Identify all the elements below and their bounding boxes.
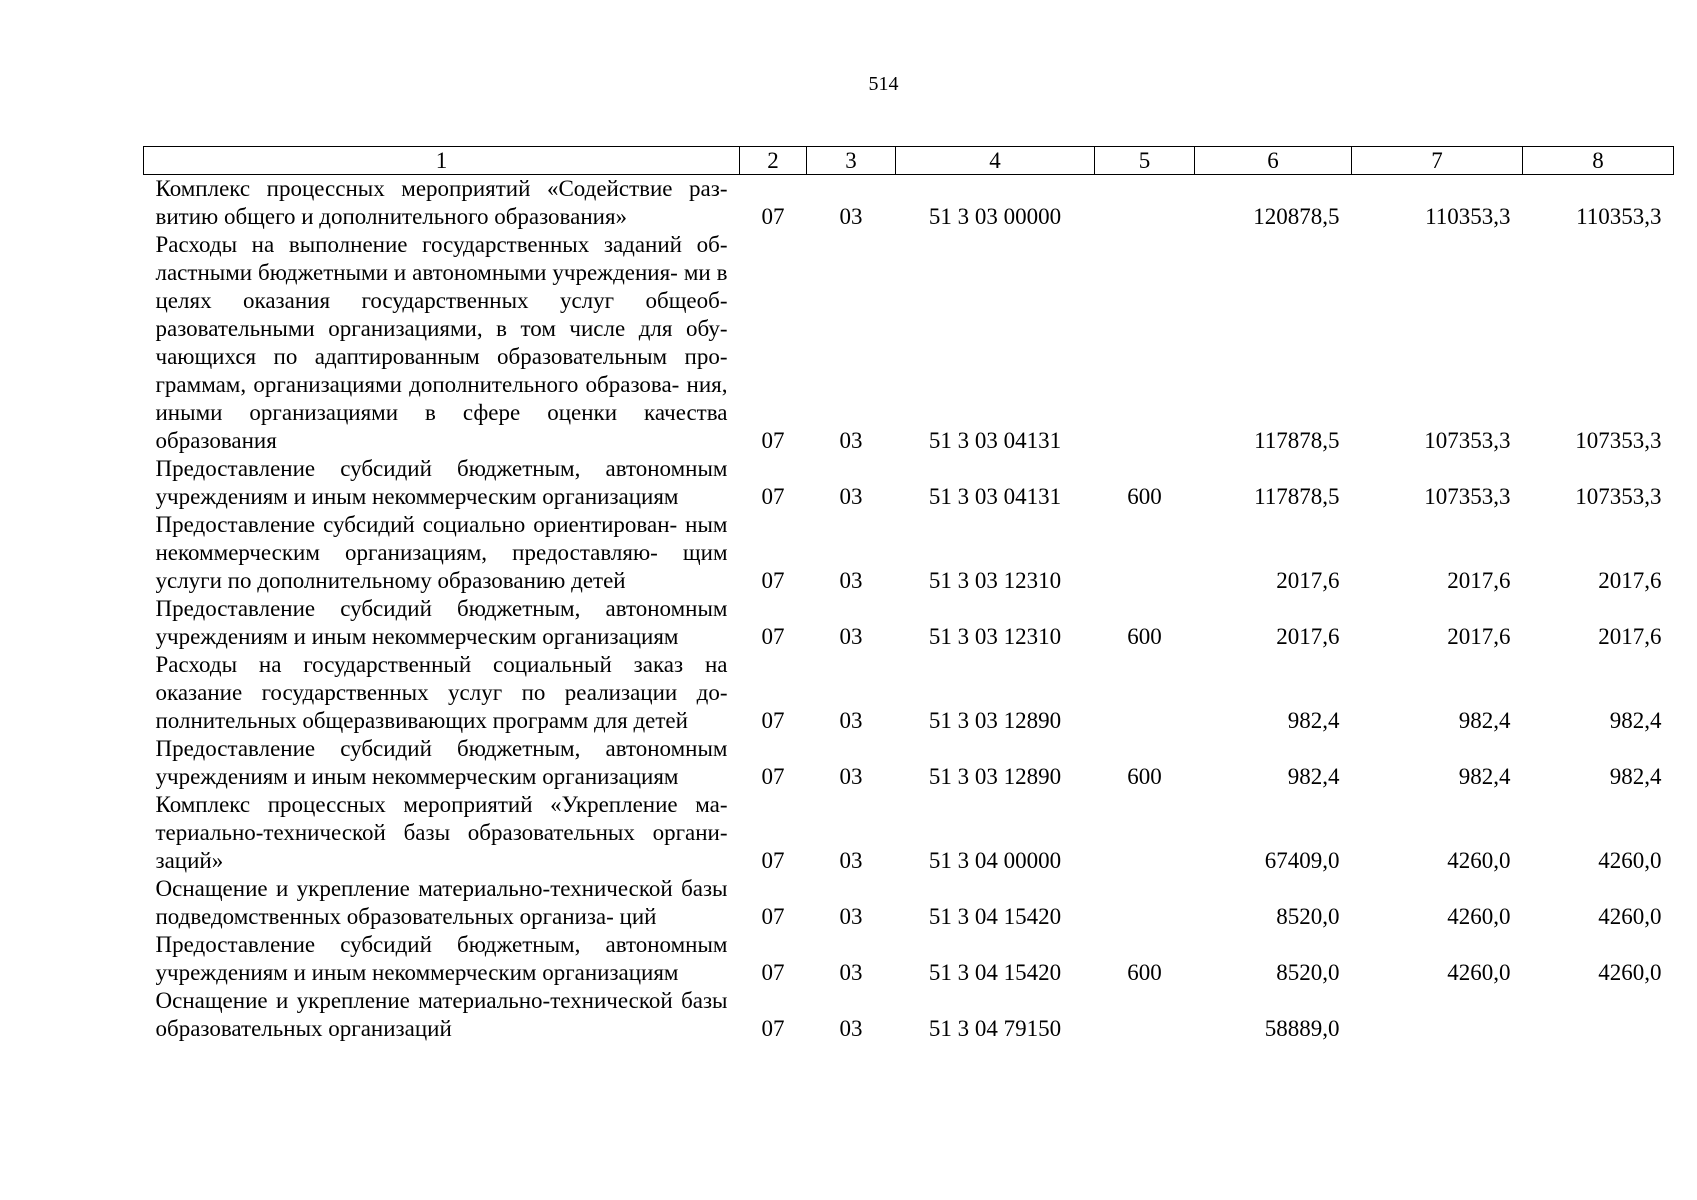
table-row bbox=[144, 791, 1674, 875]
amount-cell-col8: 4260,0 bbox=[1598, 960, 1662, 985]
target-article-cell: 51 3 03 04131 bbox=[928, 428, 1062, 453]
section-code-cell: 07 bbox=[761, 484, 785, 509]
item-name-cell bbox=[144, 595, 740, 651]
header-cell-8: 8 bbox=[1523, 147, 1674, 175]
table-row bbox=[144, 651, 1674, 735]
item-name-line: Предоставление субсидий бюджетным, автономным bbox=[155, 456, 728, 481]
item-name-line: базы образовательных организаций bbox=[155, 988, 728, 1041]
target-article-cell: 51 3 03 12310 bbox=[928, 624, 1062, 649]
item-name-cell bbox=[144, 455, 740, 511]
expense-type-cell bbox=[1095, 987, 1195, 1043]
subsection-code-cell: 03 bbox=[839, 484, 863, 509]
target-article-cell: 51 3 04 15420 bbox=[928, 904, 1062, 929]
table-row bbox=[144, 595, 1674, 651]
amount-cell-col7: 982,4 bbox=[1458, 708, 1511, 733]
expense-type-cell bbox=[1095, 511, 1195, 595]
item-name-line: Предоставление субсидий социально ориентирован- bbox=[155, 512, 678, 537]
amount-cell-col7: 2017,6 bbox=[1447, 568, 1511, 593]
amount-cell-col8: 4260,0 bbox=[1598, 848, 1662, 873]
section-code-cell: 07 bbox=[761, 428, 785, 453]
header-row bbox=[144, 147, 1674, 175]
subsection-code-cell: 03 bbox=[839, 904, 863, 929]
amount-cell-col8: 2017,6 bbox=[1598, 568, 1662, 593]
table-row bbox=[144, 875, 1674, 931]
expense-type-cell bbox=[1095, 651, 1195, 735]
item-name-line: ластными бюджетными и автономными учреждения- bbox=[155, 260, 678, 285]
amount-cell-col6: 982,4 bbox=[1287, 708, 1340, 733]
amount-cell-col7: 4260,0 bbox=[1447, 904, 1511, 929]
item-name-cell bbox=[144, 651, 740, 735]
subsection-code-cell: 03 bbox=[839, 848, 863, 873]
amount-cell-col6: 2017,6 bbox=[1276, 568, 1340, 593]
item-name-line: чающихся по адаптированным образовательным про- bbox=[155, 344, 728, 369]
header-cell-2: 2 bbox=[740, 147, 807, 175]
subsection-code-cell: 03 bbox=[839, 708, 863, 733]
expense-type-cell: 600 bbox=[1127, 484, 1162, 509]
item-name-line: ми в целях оказания государственных услуг общеоб- bbox=[155, 260, 728, 313]
subsection-code-cell: 03 bbox=[839, 204, 863, 229]
item-name-line: витию общего и дополнительного образования» bbox=[155, 204, 628, 229]
subsection-code-cell: 03 bbox=[839, 568, 863, 593]
item-name-line: щим услуги по дополнительному образованию детей bbox=[155, 540, 728, 593]
item-name-line: Комплекс процессных мероприятий «Содействие раз- bbox=[155, 176, 728, 201]
item-name-cell bbox=[144, 511, 740, 595]
item-name-line: териально-технической базы образовательных органи- bbox=[155, 820, 728, 845]
target-article-cell: 51 3 04 15420 bbox=[928, 960, 1062, 985]
amount-cell-col6: 67409,0 bbox=[1264, 848, 1340, 873]
item-name-cell bbox=[144, 175, 740, 232]
amount-cell-col7: 982,4 bbox=[1458, 764, 1511, 789]
item-name-cell bbox=[144, 231, 740, 455]
section-code-cell: 07 bbox=[761, 568, 785, 593]
item-name-line: Расходы на государственный социальный заказ на bbox=[155, 652, 728, 677]
item-name-cell bbox=[144, 875, 740, 931]
item-name-line: Комплекс процессных мероприятий «Укрепление ма- bbox=[155, 792, 728, 817]
subsection-code-cell: 03 bbox=[839, 624, 863, 649]
section-code-cell: 07 bbox=[761, 960, 785, 985]
item-name-line: ным некоммерческим организациям, предоставляю- bbox=[155, 512, 728, 565]
item-name-line: оказание государственных услуг по реализации до- bbox=[155, 680, 728, 705]
table-body bbox=[144, 175, 1674, 1044]
item-name-line: учреждениям и иным некоммерческим организациям bbox=[155, 484, 679, 509]
item-name-line: Предоставление субсидий бюджетным, автономным bbox=[155, 736, 728, 761]
amount-cell-col7: 107353,3 bbox=[1424, 484, 1511, 509]
item-name-line: разовательными организациями, в том числе для обу- bbox=[155, 316, 728, 341]
table-row bbox=[144, 987, 1674, 1043]
target-article-cell: 51 3 03 04131 bbox=[928, 484, 1062, 509]
table-row bbox=[144, 455, 1674, 511]
header-cell-1: 1 bbox=[144, 147, 740, 175]
section-code-cell: 07 bbox=[761, 764, 785, 789]
amount-cell-col6: 982,4 bbox=[1287, 764, 1340, 789]
subsection-code-cell: 03 bbox=[839, 428, 863, 453]
amount-cell-col7: 4260,0 bbox=[1447, 960, 1511, 985]
amount-cell-col8: 982,4 bbox=[1609, 764, 1662, 789]
amount-cell-col6: 117878,5 bbox=[1254, 428, 1340, 453]
header-cell-7: 7 bbox=[1352, 147, 1523, 175]
amount-cell-col8: 107353,3 bbox=[1575, 484, 1662, 509]
item-name-line: базы подведомственных образовательных организа- bbox=[155, 876, 728, 929]
target-article-cell: 51 3 04 79150 bbox=[928, 1016, 1062, 1041]
header-cell-6: 6 bbox=[1195, 147, 1352, 175]
section-code-cell: 07 bbox=[761, 1016, 785, 1041]
amount-cell-col6: 58889,0 bbox=[1264, 1016, 1340, 1041]
subsection-code-cell: 03 bbox=[839, 764, 863, 789]
item-name-line: Расходы на выполнение государственных заданий об- bbox=[155, 232, 728, 257]
target-article-cell: 51 3 03 12890 bbox=[928, 708, 1062, 733]
item-name-line: ния, иными организациями в сфере оценки качества bbox=[155, 372, 728, 425]
item-name-line: ций bbox=[619, 904, 657, 929]
item-name-line: Оснащение и укрепление материально-технической bbox=[155, 988, 673, 1013]
amount-cell-col8: 2017,6 bbox=[1598, 624, 1662, 649]
amount-cell-col7: 110353,3 bbox=[1425, 204, 1511, 229]
item-name-cell bbox=[144, 735, 740, 791]
item-name-line: учреждениям и иным некоммерческим организациям bbox=[155, 624, 679, 649]
header-cell-3: 3 bbox=[807, 147, 896, 175]
amount-cell-col8 bbox=[1523, 987, 1674, 1043]
target-article-cell: 51 3 03 12890 bbox=[928, 764, 1062, 789]
amount-cell-col7: 107353,3 bbox=[1424, 428, 1511, 453]
expense-type-cell bbox=[1095, 231, 1195, 455]
amount-cell-col8: 4260,0 bbox=[1598, 904, 1662, 929]
table-row bbox=[144, 231, 1674, 455]
page-number: 514 bbox=[868, 73, 899, 95]
header-cell-4: 4 bbox=[896, 147, 1095, 175]
amount-cell-col6: 120878,5 bbox=[1253, 204, 1340, 229]
item-name-line: учреждениям и иным некоммерческим организациям bbox=[155, 960, 679, 985]
item-name-line: заций» bbox=[155, 848, 224, 873]
amount-cell-col6: 8520,0 bbox=[1276, 904, 1340, 929]
table-row bbox=[144, 511, 1674, 595]
budget-table bbox=[143, 146, 1674, 1043]
target-article-cell: 51 3 04 00000 bbox=[928, 848, 1062, 873]
expense-type-cell bbox=[1095, 875, 1195, 931]
section-code-cell: 07 bbox=[761, 848, 785, 873]
table-row bbox=[144, 931, 1674, 987]
amount-cell-col6: 2017,6 bbox=[1276, 624, 1340, 649]
amount-cell-col8: 107353,3 bbox=[1575, 428, 1662, 453]
subsection-code-cell: 03 bbox=[839, 960, 863, 985]
header-cell-5: 5 bbox=[1095, 147, 1195, 175]
expense-type-cell: 600 bbox=[1127, 960, 1162, 985]
expense-type-cell bbox=[1095, 175, 1195, 232]
item-name-cell bbox=[144, 987, 740, 1043]
amount-cell-col6: 117878,5 bbox=[1254, 484, 1340, 509]
item-name-line: граммам, организациями дополнительного образова- bbox=[155, 372, 680, 397]
amount-cell-col8: 110353,3 bbox=[1576, 204, 1662, 229]
item-name-line: Предоставление субсидий бюджетным, автономным bbox=[155, 932, 728, 957]
item-name-line: Оснащение и укрепление материально-технической bbox=[155, 876, 673, 901]
amount-cell-col6: 8520,0 bbox=[1276, 960, 1340, 985]
expense-type-cell bbox=[1095, 791, 1195, 875]
amount-cell-col7: 2017,6 bbox=[1447, 624, 1511, 649]
expense-type-cell: 600 bbox=[1127, 624, 1162, 649]
target-article-cell: 51 3 03 00000 bbox=[928, 204, 1062, 229]
section-code-cell: 07 bbox=[761, 904, 785, 929]
amount-cell-col7 bbox=[1352, 987, 1523, 1043]
expense-type-cell: 600 bbox=[1127, 764, 1162, 789]
item-name-line: учреждениям и иным некоммерческим организациям bbox=[155, 764, 679, 789]
table-row bbox=[144, 735, 1674, 791]
section-code-cell: 07 bbox=[761, 708, 785, 733]
target-article-cell: 51 3 03 12310 bbox=[928, 568, 1062, 593]
section-code-cell: 07 bbox=[761, 204, 785, 229]
item-name-line: Предоставление субсидий бюджетным, автономным bbox=[155, 596, 728, 621]
section-code-cell: 07 bbox=[761, 624, 785, 649]
amount-cell-col8: 982,4 bbox=[1609, 708, 1662, 733]
item-name-cell bbox=[144, 791, 740, 875]
item-name-cell bbox=[144, 931, 740, 987]
item-name-line: образования bbox=[155, 428, 277, 453]
amount-cell-col7: 4260,0 bbox=[1447, 848, 1511, 873]
table-row bbox=[144, 175, 1674, 232]
item-name-line: полнительных общеразвивающих программ для детей bbox=[155, 708, 688, 733]
subsection-code-cell: 03 bbox=[839, 1016, 863, 1041]
